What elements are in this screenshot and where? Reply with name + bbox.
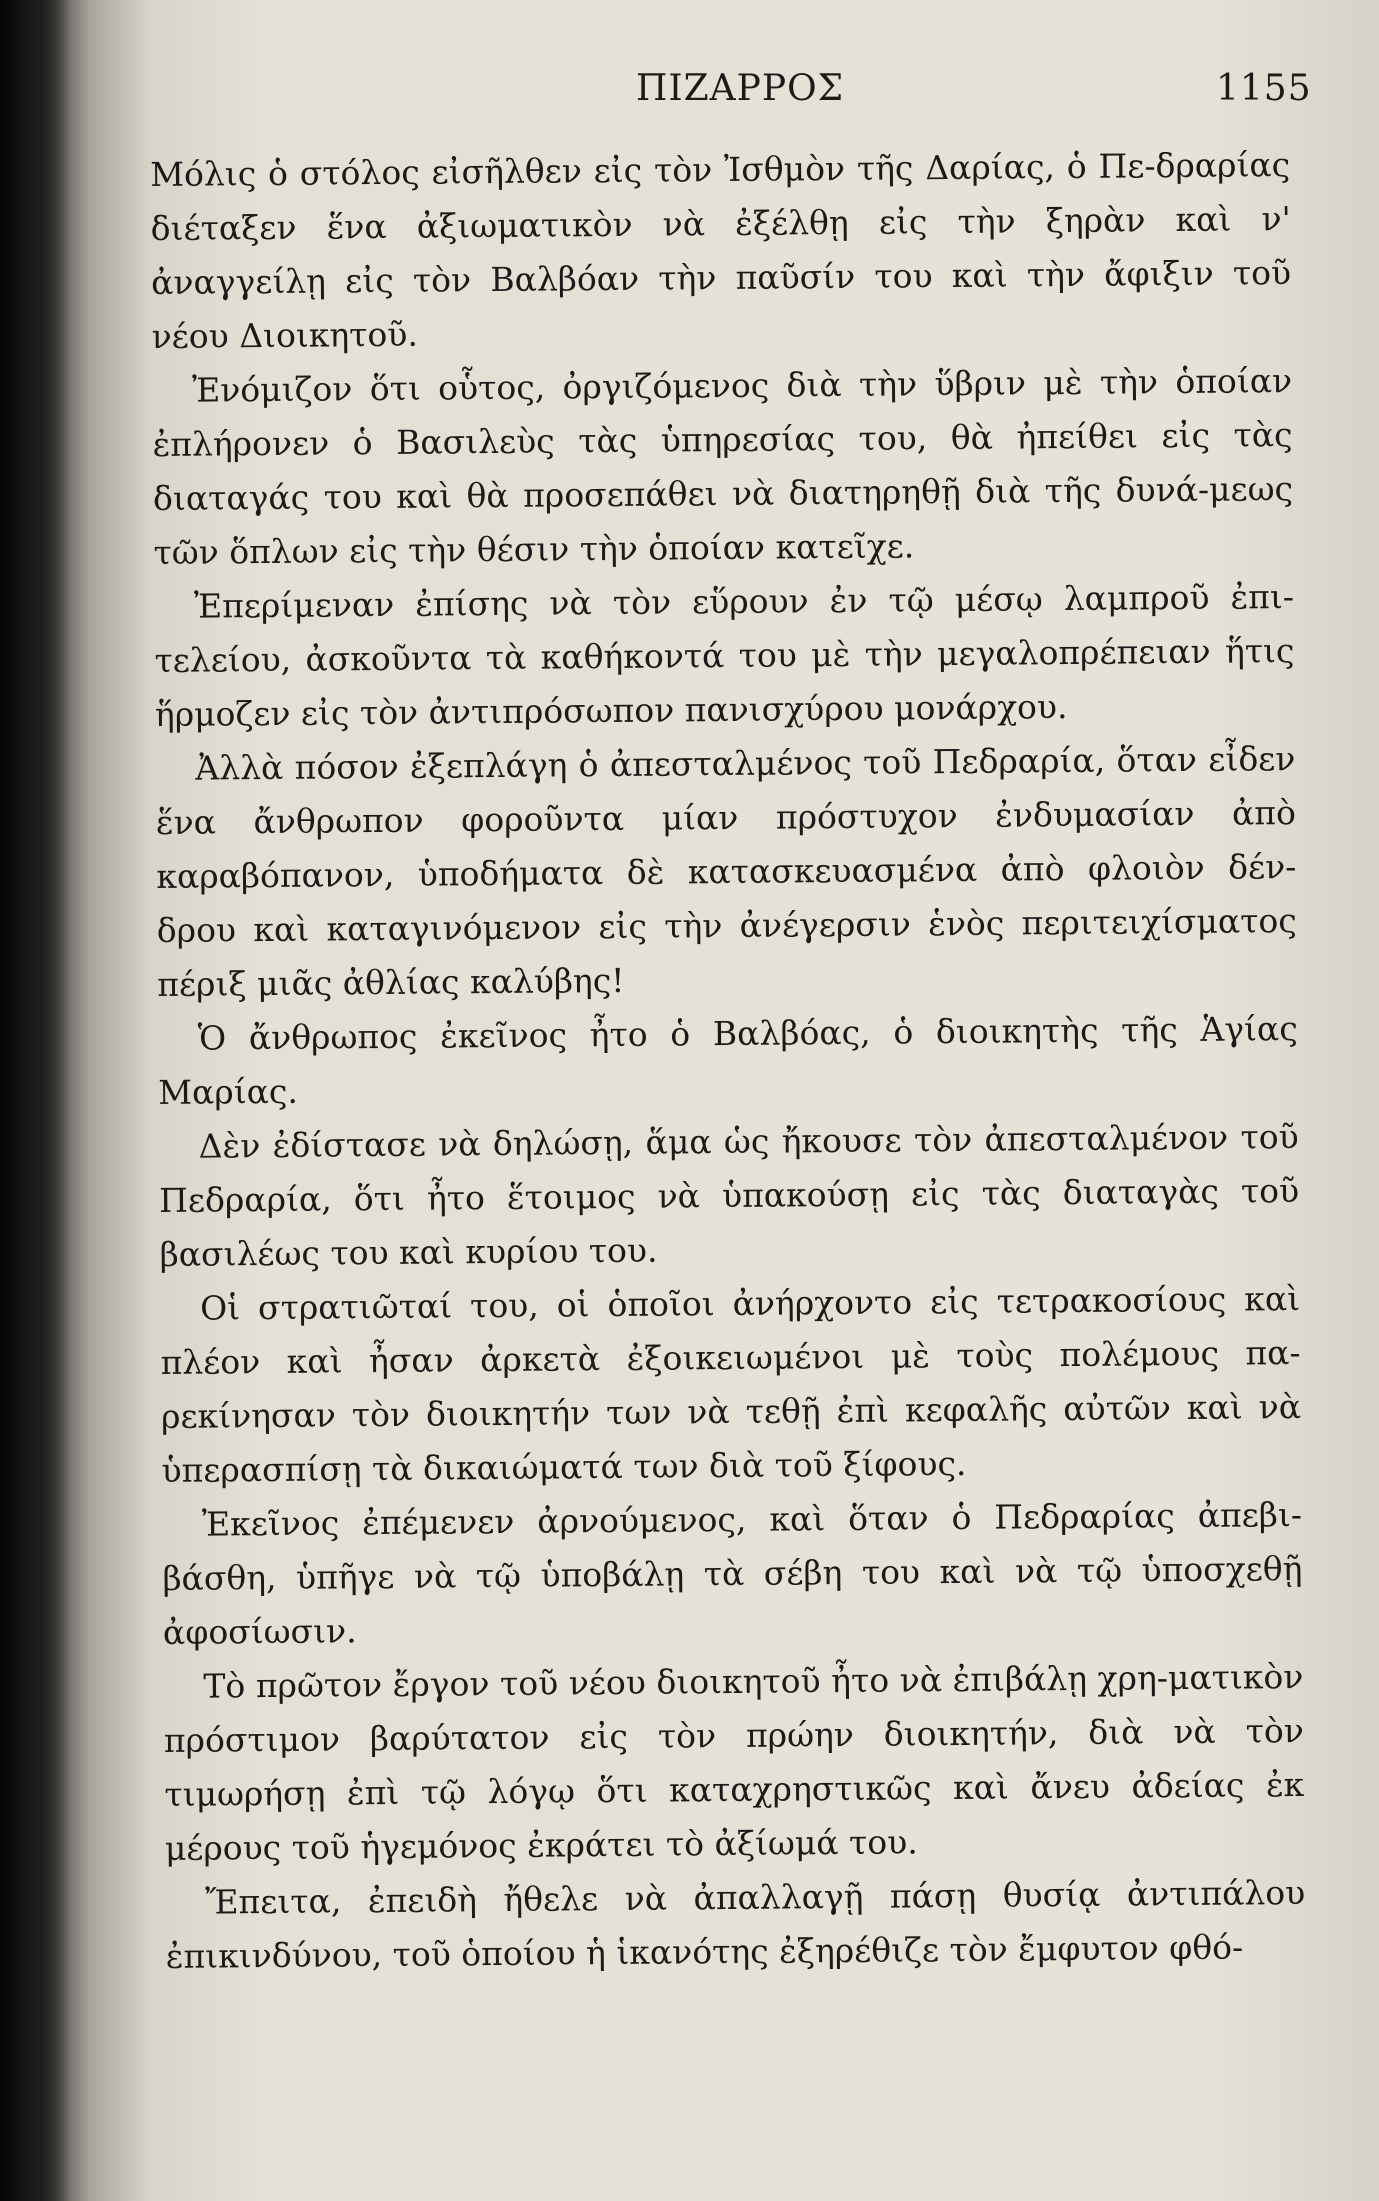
paragraph-5: Ὁ ἄνθρωπος ἐκεῖνος ἦτο ὁ Βαλβόας, ὁ διοικητὴς τῆς Ἁγίας Μαρίας. xyxy=(158,1009,1298,1112)
paragraph-7: Οἱ στρατιῶταί του, οἱ ὁποῖοι ἀνήρχοντο εἰς τετρακοσίους καὶ πλέον καὶ ἦσαν ἀρκετὰ ἐξοικειωμένοι μὲ τοὺς πολέμους πα-ρεκίνησαν τὸν διοικητήν των νὰ τεθῇ ἐπὶ κεφαλῆς αὐτῶν καὶ νὰ ὑπερασπίσῃ τὰ δικαιώματά των διὰ τοῦ ξίφους. xyxy=(160,1279,1302,1490)
paragraph-2: Ἐνόμιζον ὅτι οὗτος, ὀργιζόμενος διὰ τὴν ὕβριν μὲ τὴν ὁποίαν ἐπλήρονεν ὁ Βασιλεὺς τὰς ὑπηρεσίας του, θὰ ἠπείθει εἰς τὰς διαταγάς του καὶ θὰ προσεπάθει νὰ διατηρηθῇ διὰ τῆς δυνά-μεως τῶν ὅπλων εἰς τὴν θέσιν τὴν ὁποίαν κατεῖχε. xyxy=(152,361,1294,572)
paragraph-8: Ἐκεῖνος ἐπέμενεν ἀρνούμενος, καὶ ὅταν ὁ Πεδραρίας ἀπεβι-βάσθη, ὑπῆγε νὰ τῷ ὑποβάλῃ τὰ σέβη του καὶ νὰ τῷ ὑποσχεθῇ ἀφοσίωσιν. xyxy=(162,1495,1303,1652)
paragraph-1: Μόλις ὁ στόλος εἰσῆλθεν εἰς τὸν Ἰσθμὸν τῆς Δαρίας, ὁ Πε-δραρίας διέταξεν ἕνα ἀξιωματικὸν νὰ ἐξέλθῃ εἰς τὴν ξηρὰν καὶ ν' ἀναγγείλῃ εἰς τὸν Βαλβόαν τὴν παῦσίν του καὶ τὴν ἄφιξιν τοῦ νέου Διοικητοῦ. xyxy=(150,145,1292,356)
paragraph-3: Ἐπερίμεναν ἐπίσης νὰ τὸν εὕρουν ἐν τῷ μέσῳ λαμπροῦ ἐπι-τελείου, ἀσκοῦντα τὰ καθήκοντά του μὲ τὴν μεγαλοπρέπειαν ἥτις ἥρμοζεν εἰς τὸν ἀντιπρόσωπον πανισχύρου μονάρχου. xyxy=(154,577,1295,734)
paragraph-4: Ἀλλὰ πόσον ἐξεπλάγη ὁ ἀπεσταλμένος τοῦ Πεδραρία, ὅταν εἶδεν ἕνα ἄνθρωπον φοροῦντα μίαν πρόστυχον ἐνδυμασίαν ἀπὸ καραβόπανον, ὑποδήματα δὲ κατασκευασμένα ἀπὸ φλοιὸν δέν-δρου καὶ καταγινόμενον εἰς τὴν ἀνέγερσιν ἑνὸς περιτειχίσματος πέριξ μιᾶς ἀθλίας καλύβης! xyxy=(155,739,1297,1004)
body-text xyxy=(150,138,1306,1984)
page-number: 1155 xyxy=(1216,68,1312,109)
running-title: ΠΙΖΑΡΡΟΣ xyxy=(636,68,845,109)
paragraph-9: Τὸ πρῶτον ἔργον τοῦ νέου διοικητοῦ ἦτο νὰ ἐπιβάλῃ χρη-ματικὸν πρόστιμον βαρύτατον εἰς τὸν πρώην διοικητήν, διὰ νὰ τὸν τιμωρήσῃ ἐπὶ τῷ λόγῳ ὅτι καταχρηστικῶς καὶ ἄνευ ἀδείας ἐκ μέρους τοῦ ἡγεμόνος ἐκράτει τὸ ἀξίωμά του. xyxy=(163,1656,1305,1868)
page-header xyxy=(0,62,1379,122)
paragraph-6: Δὲν ἐδίστασε νὰ δηλώσῃ, ἅμα ὡς ἤκουσε τὸν ἀπεσταλμένον τοῦ Πεδραρία, ὅτι ἦτο ἕτοιμος νὰ ὑπακούσῃ εἰς τὰς διαταγὰς τοῦ βασιλέως του καὶ κυρίου του. xyxy=(159,1117,1300,1274)
paragraph-10: Ἔπειτα, ἐπειδὴ ἤθελε νὰ ἀπαλλαγῇ πάσῃ θυσίᾳ ἀντιπάλου ἐπικινδύνου, τοῦ ὁποίου ἡ ἱκανότης ἐξηρέθιζε τὸν ἔμφυτον φθό- xyxy=(165,1872,1306,1976)
binding-shadow xyxy=(0,0,70,2201)
